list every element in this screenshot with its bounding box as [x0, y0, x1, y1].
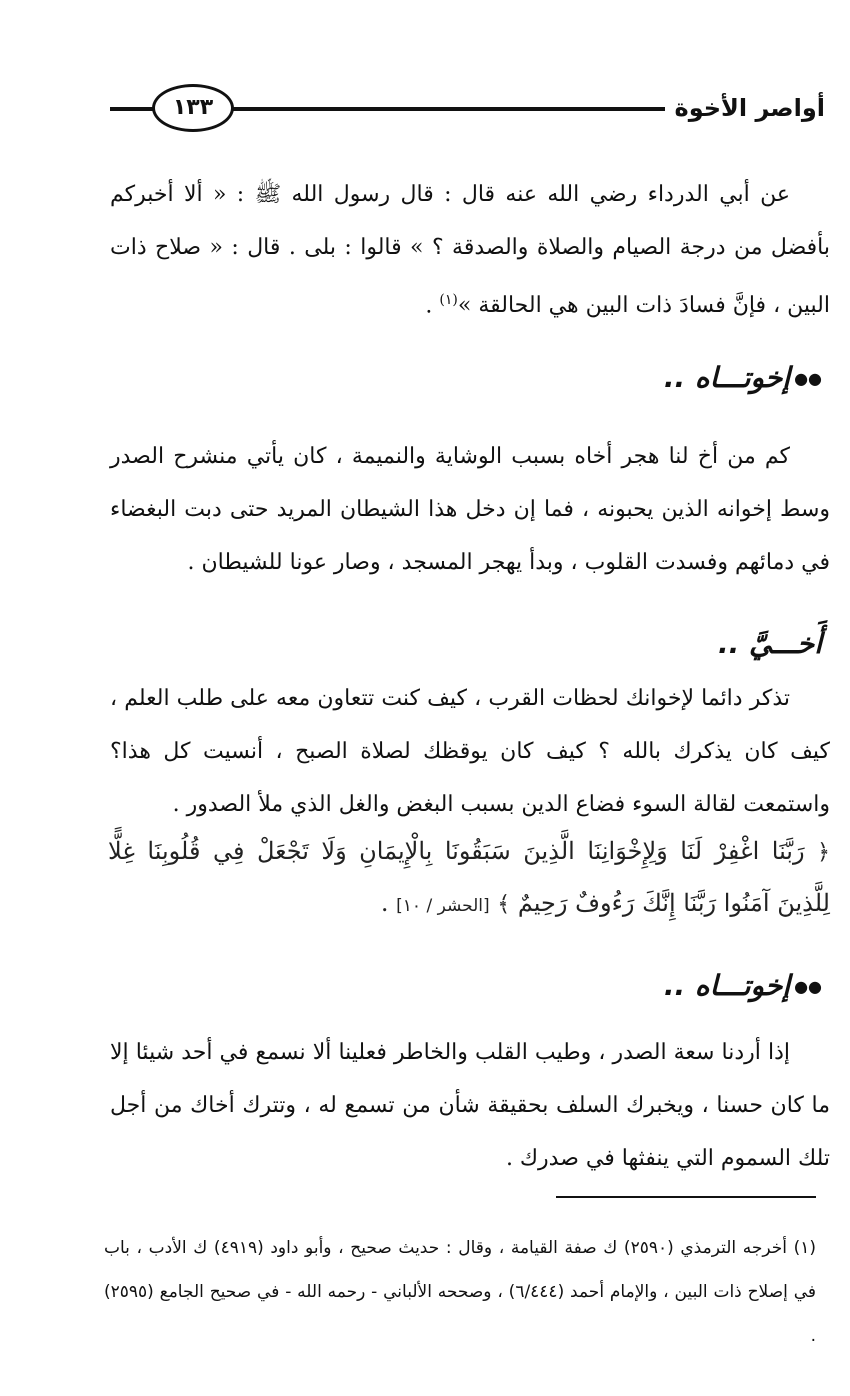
- quran-open-brace: ﴿: [817, 840, 830, 865]
- section-heading-brothers-2: [664, 966, 822, 1007]
- section-heading-brothers-1: [664, 358, 822, 399]
- heading-dots-icon: ●●: [794, 369, 822, 388]
- paragraph-text: إذا أردنا سعة الصدر ، وطيب القلب والخاطر فعلينا ألا نسمع في أحد شيئا إلا ما كان حسنا ، ويخبرك السلف بحقيقة شأن من تسمع له ، وتترك أخاك من أجل تلك السموم التي ينفثها في صدرك .: [110, 1040, 830, 1171]
- paragraph-slander: [110, 430, 830, 589]
- hadith-paragraph: [110, 168, 830, 332]
- footnote-marker: (١): [439, 292, 458, 308]
- heading-text: إخوتـــاه ..: [663, 969, 791, 1002]
- paragraph-remember: [110, 672, 830, 831]
- heading-text: إخوتـــاه ..: [663, 361, 791, 394]
- paragraph-open-heart: [110, 1026, 830, 1185]
- page-number: ١٣٣: [152, 84, 234, 132]
- hadith-end: .: [425, 293, 440, 319]
- quran-verse-text: رَبَّنَا اغْفِرْ لَنَا وَلِإِخْوَانِنَا الَّذِينَ سَبَقُونَا بِالْإِيمَانِ وَلَا تَجْعَلْ فِي قُلُوبِنَا غِلًّا لِلَّذِينَ آمَنُوا رَبَّنَا إِنَّكَ رَءُوفٌ رَحِيمٌ: [108, 837, 830, 917]
- paragraph-text: كم من أخ لنا هجر أخاه بسبب الوشاية والنميمة ، كان يأتي منشرح الصدر وسط إخوانه الذين يحبونه ، فما إن دخل هذا الشيطان المريد حتى دبت البغضاء في دمائهم وفسدت القلوب ، وبدأ يهجر المسجد ، وصار عونا للشيطان .: [110, 444, 830, 575]
- running-header: [110, 84, 825, 132]
- section-heading-my-brother: [718, 624, 822, 664]
- header-title: أواصر الأخوة: [665, 90, 825, 126]
- footnote: (١) أخرجه الترمذي (٢٥٩٠) ك صفة القيامة ، وقال : حديث صحيح ، وأبو داود (٤٩١٩) ك الأدب ، باب في إصلاح ذات البين ، والإمام أحمد (٦/٤٤٤) ، وصححه الألباني - رحمه الله - في صحيح الجامع (٢٥٩٥) .: [104, 1238, 817, 1346]
- heading-dots-icon: ●●: [794, 977, 822, 996]
- quran-verse: [108, 826, 830, 931]
- quran-close-brace: ﴾: [497, 892, 511, 917]
- hadith-text: عن أبي الدرداء رضي الله عنه قال : قال رسول الله ﷺ : « ألا أخبركم بأفضل من درجة الصيام والصلاة والصدقة ؟ » قالوا : بلى . قال : « صلاح ذات البين ، فإنَّ فسادَ ذات البين هي الحالقة »: [110, 182, 830, 319]
- heading-text: أَخـــيَّ ..: [717, 627, 822, 660]
- paragraph-text: تذكر دائما لإخوانك لحظات القرب ، كيف كنت تتعاون معه على طلب العلم ، كيف كان يذكرك بالله ؟ كيف كان يوقظك لصلاة الصبح ، أنسيت كل هذا؟ واستمعت لقالة السوء فضاع الدين بسبب البغض والغل الذي ملأ الصدور .: [110, 686, 830, 817]
- quran-end: .: [380, 889, 397, 917]
- quran-reference: [الحشر / ١٠]: [396, 896, 490, 916]
- footnote-rule: [556, 1196, 816, 1198]
